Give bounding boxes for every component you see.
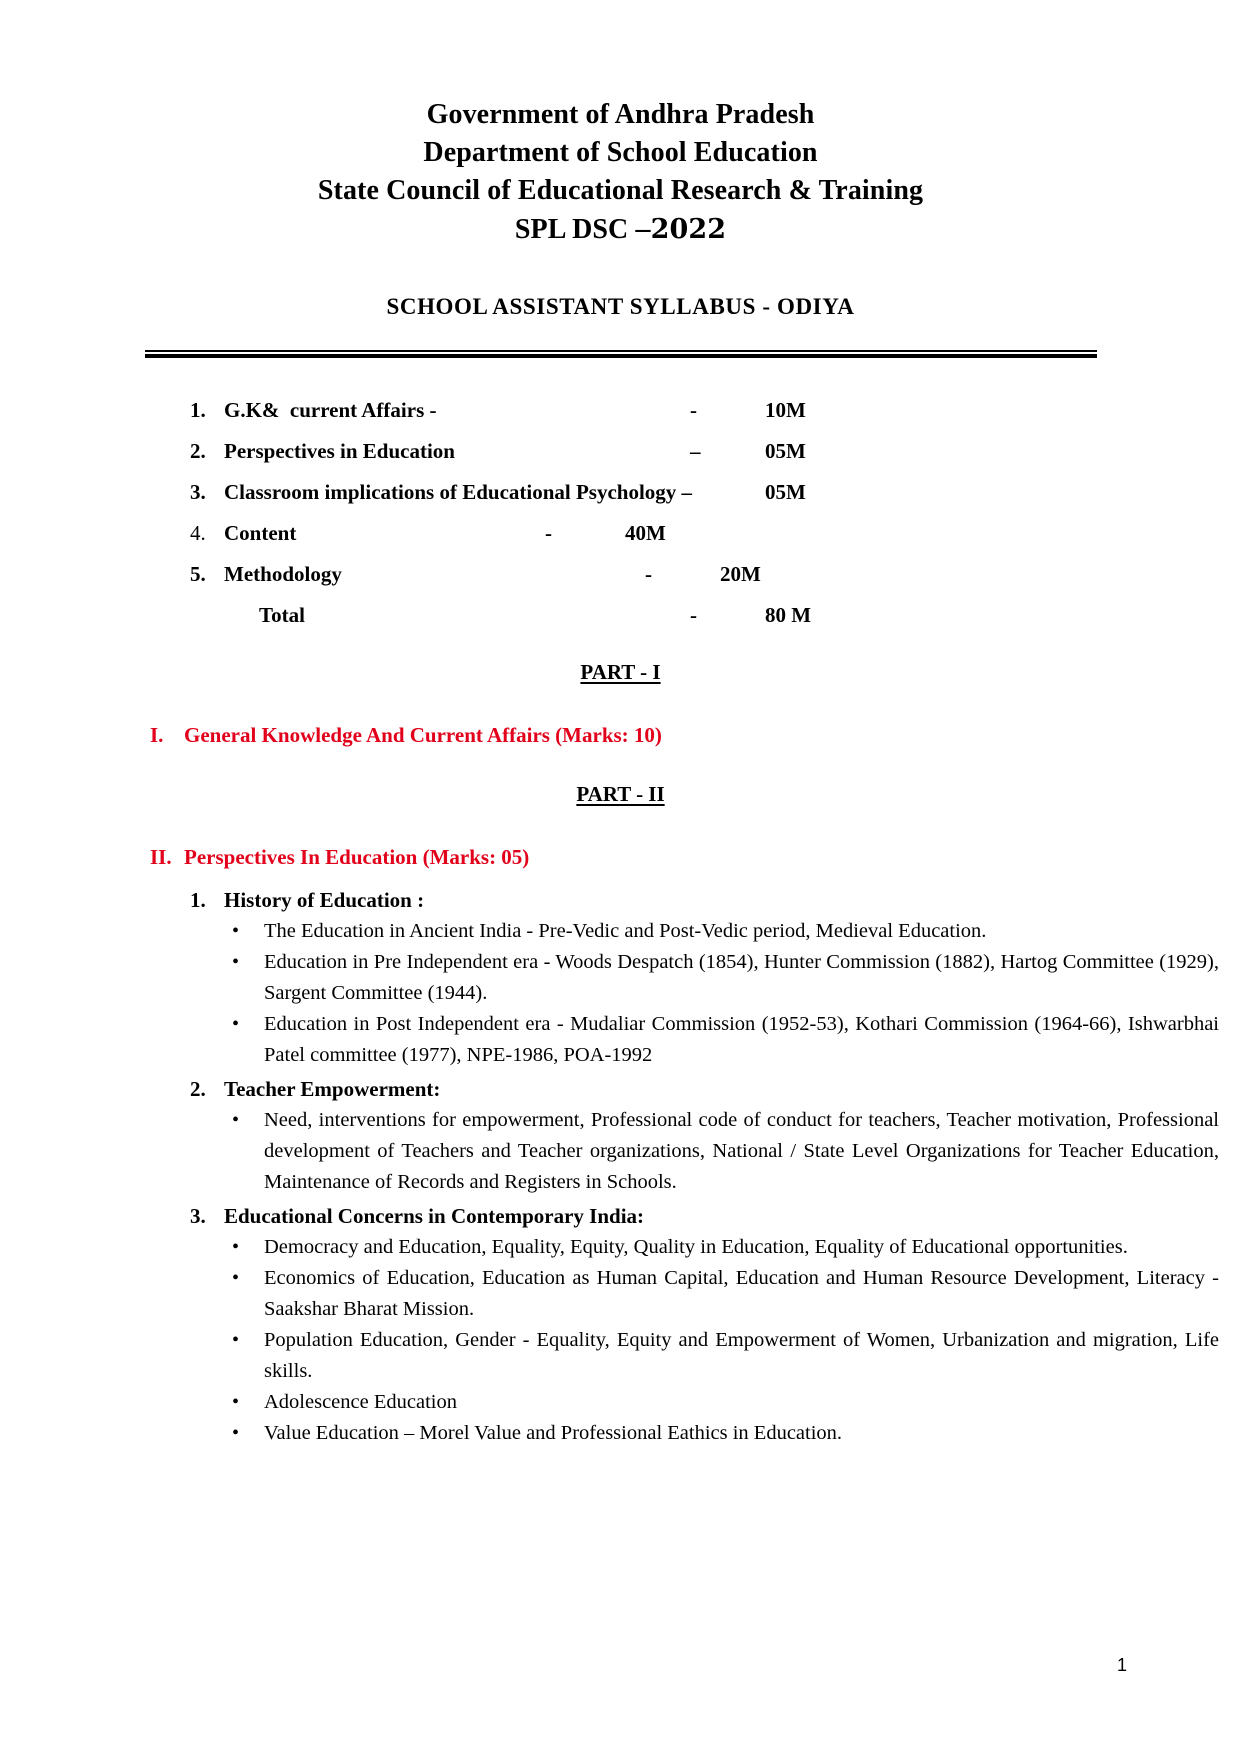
syllabus-topic-heading — [190, 884, 1241, 916]
list-item-text: Education in Post Independent era - Mudaliar Commission (1952-53), Kothari Commission (1964-66), Ishwarbhai Patel committee (1977), NPE-1986, POA-1992 — [264, 1013, 1219, 1066]
part-2-heading — [0, 782, 1241, 807]
list-item-text: The Education in Ancient India - Pre-Vedic and Post-Vedic period, Medieval Education. — [264, 920, 987, 942]
bullet-icon: • — [232, 1013, 240, 1035]
list-item — [190, 1105, 1241, 1198]
bullet-icon: • — [232, 1236, 240, 1258]
section-I-numeral: I. — [150, 723, 164, 747]
header-line-2: Department of School Education — [423, 137, 818, 168]
list-item-text: Population Education, Gender - Equality, Equity and Empowerment of Women, Urbanization and migration, Life skills. — [264, 1329, 1219, 1382]
syllabus-topic-number: 2. — [190, 1077, 206, 1101]
bullet-icon: • — [232, 920, 240, 942]
marks-row — [190, 521, 1241, 562]
syllabus-bullet-list — [190, 916, 1241, 1071]
syllabus-bullet-list — [190, 1105, 1241, 1198]
marks-row-number: 5. — [190, 562, 206, 586]
divider-line-thick — [145, 354, 1097, 358]
marks-row-dash: - — [690, 398, 697, 422]
list-item-text: Economics of Education, Education as Human Capital, Education and Human Resource Development, Literacy - Saakshar Bharat Mission. — [264, 1267, 1219, 1320]
syllabus-topic-heading — [190, 1073, 1241, 1105]
section-II-heading — [150, 845, 1241, 870]
syllabus-topic-number: 3. — [190, 1204, 206, 1228]
marks-row-dash: – — [690, 439, 701, 463]
marks-row-dash: - — [690, 603, 697, 627]
list-item — [190, 916, 1241, 947]
syllabus-topic — [190, 1200, 1241, 1449]
marks-row-label: Perspectives in Education — [224, 439, 455, 463]
part-2-label: PART - II — [576, 782, 665, 806]
document-header — [0, 0, 1241, 249]
list-item — [190, 1009, 1241, 1071]
marks-row-value: 80 M — [765, 603, 812, 627]
bullet-icon: • — [232, 1422, 240, 1444]
page-number: 1 — [1116, 1655, 1127, 1675]
list-item-text: Democracy and Education, Equality, Equity, Quality in Education, Equality of Educational opportunities. — [264, 1236, 1128, 1258]
marks-row — [190, 603, 1241, 644]
header-line-1: Government of Andhra Pradesh — [426, 99, 815, 130]
section-II-title: Perspectives In Education (Marks: 05) — [184, 845, 530, 869]
section-II-items — [190, 884, 1241, 1449]
bullet-icon: • — [232, 1391, 240, 1413]
syllabus-topic-title: Teacher Empowerment: — [224, 1077, 441, 1101]
marks-row-label: Total — [259, 603, 305, 627]
list-item — [190, 1232, 1241, 1263]
list-item-text: Need, interventions for empowerment, Professional code of conduct for teachers, Teacher motivation, Professional development of Teachers and Teacher organizations, National / State Level Organizations for Teacher Education, Maintenance of Records and Registers in Schools. — [264, 1109, 1219, 1193]
exam-dash: – — [635, 212, 651, 245]
marks-row-label: G.K& current Affairs - — [224, 398, 437, 422]
marks-row-label: Classroom implications of Educational Psychology – — [224, 480, 693, 504]
bullet-icon: • — [232, 1267, 240, 1289]
syllabus-topic — [190, 884, 1241, 1071]
marks-row-dash: - — [545, 521, 552, 545]
exam-year: 2022 — [650, 214, 727, 245]
syllabus-topic-heading — [190, 1200, 1241, 1232]
marks-row-number: 4. — [190, 521, 206, 545]
marks-breakdown-list — [190, 398, 1241, 644]
exam-name: SPL DSC — [514, 214, 636, 245]
marks-row — [190, 480, 1241, 521]
header-line-3: State Council of Educational Research & Training — [317, 175, 924, 206]
bullet-icon: • — [232, 1109, 240, 1131]
marks-row — [190, 398, 1241, 439]
list-item-text: Education in Pre Independent era - Woods Despatch (1854), Hunter Commission (1882), Hartog Committee (1929), Sargent Committee (1944). — [264, 951, 1219, 1004]
marks-row-number: 1. — [190, 398, 206, 422]
syllabus-bullet-list — [190, 1232, 1241, 1449]
section-II-numeral: II. — [150, 845, 172, 869]
marks-row-value: 05M — [765, 480, 806, 504]
list-item — [190, 947, 1241, 1009]
bullet-icon: • — [232, 951, 240, 973]
header-line-4 — [0, 210, 1241, 249]
list-item-text: Adolescence Education — [264, 1391, 457, 1413]
syllabus-topic-title: Educational Concerns in Contemporary India: — [224, 1204, 645, 1228]
bullet-icon: • — [232, 1329, 240, 1351]
list-item — [190, 1325, 1241, 1387]
marks-row-value: 10M — [765, 398, 806, 422]
marks-row-value: 05M — [765, 439, 806, 463]
marks-row-value: 40M — [625, 521, 666, 545]
list-item-text: Value Education – Morel Value and Professional Eathics in Education. — [264, 1422, 843, 1444]
marks-row-label: Content — [224, 521, 297, 545]
marks-row-number: 2. — [190, 439, 206, 463]
list-item — [190, 1263, 1241, 1325]
part-1-label: PART - I — [580, 660, 661, 684]
marks-row — [190, 562, 1241, 603]
list-item — [190, 1387, 1241, 1418]
syllabus-topic-number: 1. — [190, 888, 206, 912]
syllabus-topic-title: History of Education : — [224, 888, 425, 912]
marks-row-label: Methodology — [224, 562, 342, 586]
section-I-heading — [150, 723, 1241, 748]
section-I-title: General Knowledge And Current Affairs (Marks: 10) — [184, 723, 662, 747]
list-item — [190, 1418, 1241, 1449]
syllabus-topic — [190, 1073, 1241, 1198]
part-1-heading — [0, 660, 1241, 685]
marks-row — [190, 439, 1241, 480]
marks-row-dash: - — [645, 562, 652, 586]
marks-row-value: 20M — [720, 562, 761, 586]
header-divider — [145, 350, 1097, 358]
page-title: SCHOOL ASSISTANT SYLLABUS - ODIYA — [386, 294, 855, 319]
marks-row-number: 3. — [190, 480, 206, 504]
